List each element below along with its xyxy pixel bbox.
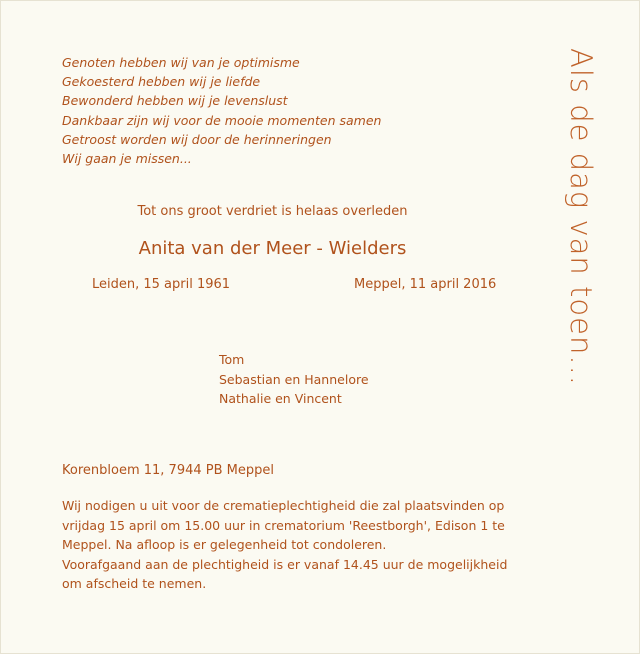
poem-line: Dankbaar zijn wij voor de mooie momenten samen (62, 112, 382, 128)
ceremony-notice (62, 496, 517, 594)
poem-line: Genoten hebben wij van je optimisme (62, 55, 300, 70)
announcement-intro: Tot ons groot verdriet is helaas overleden (137, 204, 408, 219)
birth-info: Leiden, 15 april 1961 (92, 277, 231, 292)
poem-line: Gekoesterd hebben wij je liefde (62, 74, 261, 90)
poem-line: Wij gaan je missen... (62, 151, 192, 167)
poem (62, 53, 381, 168)
notice-line: Meppel. Na afloop is er gelegenheid tot condoleren. (62, 537, 387, 552)
family-member: Sebastian en Hannelore (219, 371, 369, 387)
deceased-name: Anita van der Meer - Wielders (138, 238, 407, 259)
side-title: Als de dag van toen... (564, 48, 598, 387)
poem-line: Bewonderd hebben wij je levenslust (62, 93, 288, 109)
notice-line: om afscheid te nemen. (62, 576, 207, 591)
family-list (219, 350, 369, 409)
death-info: Meppel, 11 april 2016 (354, 277, 497, 292)
notice-line: Wij nodigen u uit voor de crematieplechtigheid die zal plaatsvinden op (62, 498, 505, 513)
poem-line: Getroost worden wij door de herinneringen (62, 131, 332, 147)
family-member: Nathalie en Vincent (219, 391, 342, 406)
notice-line: Voorafgaand aan de plechtigheid is er vanaf 14.45 uur de mogelijkheid (62, 556, 508, 572)
notice-line: vrijdag 15 april om 15.00 uur in crematorium 'Reestborgh', Edison 1 te (62, 517, 505, 533)
correspondence-address: Korenbloem 11, 7944 PB Meppel (62, 463, 274, 478)
family-member: Tom (219, 352, 245, 367)
